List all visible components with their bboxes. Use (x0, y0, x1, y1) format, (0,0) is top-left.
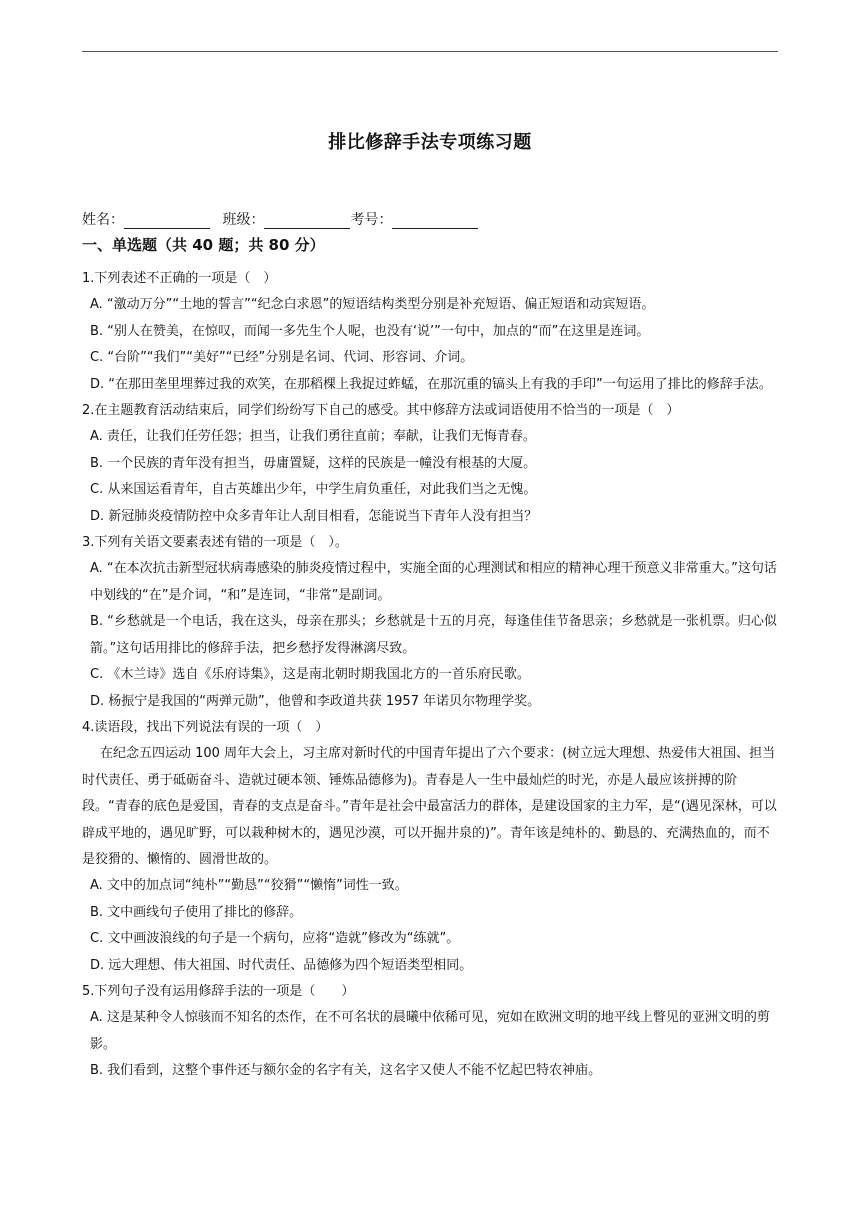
number-blank[interactable] (392, 213, 478, 229)
option-a[interactable]: A. 文中的加点词“纯朴”“勤恳”“狡猾”“懒惰”词性一致。 (90, 878, 408, 894)
option-a[interactable]: A. 责任，让我们任劳任怨；担当，让我们勇往直前；奉献，让我们无悔青春。 (90, 429, 536, 445)
question-1 (82, 266, 782, 398)
option-b[interactable]: B. 文中画线句子使用了排比的修辞。 (90, 904, 303, 920)
student-info-line (82, 209, 486, 229)
option-c[interactable]: C. 文中画波浪线的句子是一个病句，应将“造就”修改为“练就”。 (90, 931, 460, 947)
question-3 (82, 530, 782, 715)
question-2 (82, 398, 782, 530)
name-blank[interactable] (124, 213, 210, 229)
option-c[interactable]: C. 从来国运看青年，自古英雄出少年，中学生肩负重任，对此我们当之无愧。 (90, 482, 537, 498)
question-stem: 2.在主题教育活动结束后，同学们纷纷写下自己的感受。其中修辞方法或词语使用不恰当的一项是（ ） (82, 403, 680, 419)
question-stem: 4.读语段，找出下列说法有误的一项（ ） (82, 719, 329, 735)
option-d[interactable]: D. “在那田垄里埋葬过我的欢笑，在那稻棵上我捉过蚱蜢，在那沉重的镐头上有我的手印”一句运用了排比的修辞手法。 (90, 376, 772, 392)
option-d[interactable]: D. 新冠肺炎疫情防控中众多青年让人刮目相看，怎能说当下青年人没有担当？ (90, 508, 538, 524)
name-label: 姓名： (82, 212, 124, 228)
question-stem: 3.下列有关语文要素表述有错的一项是（ ）。 (82, 535, 348, 551)
number-label: 考号： (350, 212, 393, 228)
option-c[interactable]: C. “台阶”“我们”“美好”“已经”分别是名词、代词、形容词、介词。 (90, 350, 474, 366)
option-b[interactable]: B. 我们看到，这整个事件还与额尔金的名字有关，这名字又使人不能不忆起巴特农神庙。 (90, 1063, 602, 1079)
question-stem: 5.下列句子没有运用修辞手法的一项是（ ） (82, 983, 355, 999)
option-b[interactable]: B. “别人在赞美，在惊叹，而闻一多先生个人呢，也没有‘说’”一句中，加点的“而”在这里是连词。 (90, 323, 650, 339)
question-list (82, 266, 782, 1085)
option-a[interactable]: A. “激动万分”“土地的誓言”“纪念白求恩”的短语结构类型分别是补充短语、偏正短语和动宾短语。 (90, 297, 655, 313)
reading-passage: 在纪念五四运动 100 周年大会上，习主席对新时代的中国青年提出了六个要求：(树立远大理想、热爱伟大祖国、担当时代责任、勇于砥砺奋斗、造就过硬本领、锤炼品德修为)。青春是人一生中最灿烂的时光，亦是人最应该拼搏的阶段。“青春的底色是爱国，青春的支点是奋斗。”青年是社会中最富活力的群体，是建设国家的主力军，是“(遇见深林，可以辟成平地的，遇见旷野，可以栽种树木的，遇见沙漠，可以开掘井泉的)”。青年该是纯朴的、勤恳的、充满热血的，而不是狡猾的、懒惰的、圆滑世故的。 (82, 746, 777, 867)
class-label: 班级： (222, 212, 265, 228)
question-stem: 1.下列表述不正确的一项是（ ） (82, 271, 277, 286)
option-a[interactable]: A. 这是某种令人惊骇而不知名的杰作，在不可名状的晨曦中依稀可见，宛如在欧洲文明的地平线上瞥见的亚洲文明的剪影。 (90, 1010, 770, 1052)
header-rule (82, 51, 778, 52)
question-4 (82, 715, 782, 979)
option-d[interactable]: D. 远大理想、伟大祖国、时代责任、品德修为四个短语类型相同。 (90, 957, 473, 973)
option-b[interactable]: B. 一个民族的青年没有担当，毋庸置疑，这样的民族是一幢没有根基的大厦。 (90, 455, 537, 471)
option-d[interactable]: D. 杨振宁是我国的“两弹元勋”，他曾和李政道共获 1957 年诺贝尔物理学奖。 (90, 693, 541, 709)
section-title: 一、单选题（共 40 题；共 80 分） (82, 236, 325, 254)
option-a[interactable]: A. “在本次抗击新型冠状病毒感染的肺炎疫情过程中，实施全面的心理测试和相应的精神心理干预意义非常重大。”这句话中划线的“在”是介词，“和”是连词，“非常”是副词。 (90, 561, 777, 603)
option-b[interactable]: B. “乡愁就是一个电话，我在这头，母亲在那头；乡愁就是十五的月亮，每逢佳佳节备思亲；乡愁就是一张机票。归心似箭。”这句话用排比的修辞手法，把乡愁抒发得淋漓尽致。 (90, 614, 777, 656)
class-blank[interactable] (264, 213, 350, 229)
question-5 (82, 979, 782, 1085)
document-title: 排比修辞手法专项练习题 (328, 132, 532, 153)
option-c[interactable]: C. 《木兰诗》选自《乐府诗集》，这是南北朝时期我国北方的一首乐府民歌。 (90, 667, 530, 683)
